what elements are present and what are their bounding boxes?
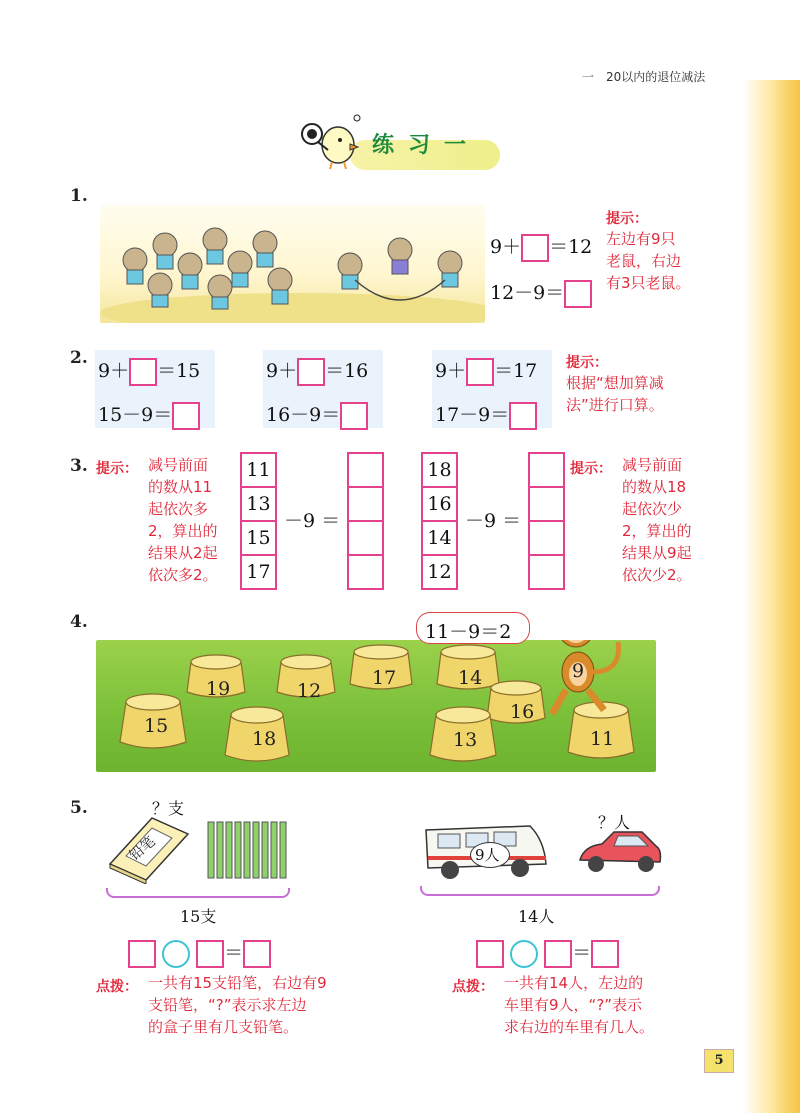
question-2-number: 2. xyxy=(70,348,88,368)
q5-left-equation xyxy=(128,938,271,968)
q5-right-hint-label: 点拨： xyxy=(452,979,494,995)
q3-right-hint-line: 起依次少 xyxy=(622,500,683,518)
q3-right-hint-label: 提示： xyxy=(570,461,612,477)
q2-g3-sub-left: 17－9＝ xyxy=(435,404,510,426)
stump-number: 11 xyxy=(590,728,615,750)
q1-hint xyxy=(606,228,691,294)
q2-hint-line: 根据“想加算减 xyxy=(566,374,664,392)
q3-right-answer-box[interactable] xyxy=(528,554,565,590)
page-edge-decoration xyxy=(754,80,800,1113)
q5-left-total: 15支 xyxy=(180,907,217,926)
q3-left-number-cell: 11 xyxy=(240,452,277,488)
question-4-number: 4. xyxy=(70,612,88,632)
q2-g1-sub-box[interactable] xyxy=(172,402,200,430)
stump-number: 15 xyxy=(144,715,169,737)
q1-hint-line: 老鼠，右边 xyxy=(606,252,682,270)
q2-g2-add-box[interactable] xyxy=(297,358,325,386)
q3-left-answer-box[interactable] xyxy=(347,486,384,522)
q3-right-answer-box[interactable] xyxy=(528,486,565,522)
q5-right-equation xyxy=(476,938,619,968)
q5-left-box-2[interactable] xyxy=(196,940,224,968)
chapter-header: 一 20以内的退位减法 xyxy=(582,70,706,84)
q3-right-hint-line: 结果从9起 xyxy=(622,544,692,562)
left-group-brace xyxy=(106,888,290,898)
pencils-icon xyxy=(206,818,292,884)
q1-eq2-answer-box[interactable] xyxy=(564,280,592,308)
bus-label: 9人 xyxy=(475,846,500,864)
q1-hint-label: 提示： xyxy=(606,211,648,227)
q2-g3-add xyxy=(435,356,537,386)
monkey-number: 9 xyxy=(572,660,585,682)
monkey-icon xyxy=(536,640,626,730)
q3-left-hint-line: 结果从2起 xyxy=(148,544,218,562)
q1-eq1-answer-box[interactable] xyxy=(521,234,549,262)
q2-hint-label: 提示： xyxy=(566,355,608,371)
q3-left-hint-line: 减号前面 xyxy=(148,456,209,474)
q5-right-total: 14人 xyxy=(518,907,555,926)
stump-number: 19 xyxy=(206,678,231,700)
question-5-number: 5. xyxy=(70,798,88,818)
q5-right-hint-line: 车里有9人，“?”表示 xyxy=(504,996,643,1014)
q1-eq1-right: ＝12 xyxy=(549,236,593,258)
q5-right-result-box[interactable] xyxy=(591,940,619,968)
q5-right-equals: ＝ xyxy=(572,942,592,964)
q2-g1-add-right: ＝15 xyxy=(157,360,201,382)
q2-g1-sub xyxy=(98,400,200,430)
q5-left-hint-line: 的盒子里有几支铅笔。 xyxy=(148,1018,299,1036)
q1-eq2-left: 12－9＝ xyxy=(490,282,565,304)
q3-right-answer-box[interactable] xyxy=(528,452,565,488)
stump-number: 14 xyxy=(458,667,483,689)
mice-illustration xyxy=(100,205,485,323)
q3-operator-1: －9 ＝ xyxy=(284,510,341,532)
q3-left-hint-line: 依次多2。 xyxy=(148,566,218,584)
q2-g3-add-left: 9＋ xyxy=(435,360,467,382)
stump-number: 13 xyxy=(453,729,478,751)
page-title: 练习一 xyxy=(372,133,481,158)
q3-right-number-cell: 16 xyxy=(421,486,458,522)
q3-right-hint-line: 依次少2。 xyxy=(622,566,692,584)
q3-right-number-cell: 18 xyxy=(421,452,458,488)
q3-right-number-cell: 14 xyxy=(421,520,458,556)
q5-left-equals: ＝ xyxy=(224,942,244,964)
q1-hint-line: 有3只老鼠。 xyxy=(606,274,691,292)
stump-number: 12 xyxy=(297,680,322,702)
speech-equation: 11－9＝2 xyxy=(425,621,512,643)
question-1-number: 1. xyxy=(70,186,88,206)
q3-left-hint-label: 提示： xyxy=(96,461,138,477)
q5-left-hint xyxy=(148,972,327,1038)
q2-g1-add-box[interactable] xyxy=(129,358,157,386)
q5-right-operator-circle[interactable] xyxy=(510,940,538,968)
q3-left-answer-box[interactable] xyxy=(347,452,384,488)
q3-right-answer-box[interactable] xyxy=(528,520,565,556)
q3-left-hint-line: 的数从11 xyxy=(148,478,213,496)
q3-left-number-cell: 13 xyxy=(240,486,277,522)
q5-left-question-label: ？支 xyxy=(152,799,185,818)
q3-left-hint xyxy=(148,454,218,586)
q3-operator-2: －9 ＝ xyxy=(465,510,522,532)
q5-left-operator-circle[interactable] xyxy=(162,940,190,968)
q5-left-hint-line: 支铅笔，“?”表示求左边 xyxy=(148,996,307,1014)
car-icon xyxy=(576,828,664,876)
q2-g2-sub xyxy=(266,400,368,430)
right-group-brace xyxy=(420,886,660,896)
q2-g2-sub-box[interactable] xyxy=(340,402,368,430)
q2-hint xyxy=(566,372,664,416)
q2-hint-line: 法”进行口算。 xyxy=(566,396,664,414)
q1-eq1-left: 9＋ xyxy=(490,236,522,258)
q3-right-hint-line: 减号前面 xyxy=(622,456,683,474)
q5-right-hint xyxy=(504,972,654,1038)
q3-right-hint-line: 的数从18 xyxy=(622,478,687,496)
q3-left-number-cell: 15 xyxy=(240,520,277,556)
q2-g3-sub-box[interactable] xyxy=(509,402,537,430)
q3-left-hint-line: 2，算出的 xyxy=(148,522,218,540)
q2-g3-add-right: ＝17 xyxy=(494,360,538,382)
question-3-number: 3. xyxy=(70,456,88,476)
q3-right-number-cell: 12 xyxy=(421,554,458,590)
q2-g2-sub-left: 16－9＝ xyxy=(266,404,341,426)
q5-left-box-1[interactable] xyxy=(128,940,156,968)
q3-left-answer-box[interactable] xyxy=(347,520,384,556)
q5-right-box-1[interactable] xyxy=(476,940,504,968)
q5-left-hint-line: 一共有15支铅笔，右边有9 xyxy=(148,974,327,992)
q3-left-answer-box[interactable] xyxy=(347,554,384,590)
chick-icon xyxy=(292,112,362,170)
q2-g1-add xyxy=(98,356,200,386)
q3-left-number-cell: 17 xyxy=(240,554,277,590)
q3-right-hint-line: 2，算出的 xyxy=(622,522,692,540)
q5-right-question-label: ？人 xyxy=(598,813,631,832)
q2-g3-sub xyxy=(435,400,537,430)
q1-equation-2 xyxy=(490,278,592,308)
q1-hint-line: 左边有9只 xyxy=(606,230,676,248)
page-number: 5 xyxy=(704,1049,734,1073)
stump-number: 18 xyxy=(252,728,277,750)
stump-number: 16 xyxy=(510,701,535,723)
pencil-box-label: 铅笔 xyxy=(126,833,159,864)
q3-left-hint-line: 起依次多 xyxy=(148,500,209,518)
q2-g3-add-box[interactable] xyxy=(466,358,494,386)
q2-g2-add xyxy=(266,356,368,386)
q5-left-hint-label: 点拨： xyxy=(96,979,138,995)
q5-left-result-box[interactable] xyxy=(243,940,271,968)
q2-g1-sub-left: 15－9＝ xyxy=(98,404,173,426)
stump-number: 17 xyxy=(372,667,397,689)
q2-g2-add-right: ＝16 xyxy=(325,360,369,382)
q5-right-box-2[interactable] xyxy=(544,940,572,968)
q2-g1-add-left: 9＋ xyxy=(98,360,130,382)
q5-right-hint-line: 求右边的车里有几人。 xyxy=(504,1018,655,1036)
q2-g2-add-left: 9＋ xyxy=(266,360,298,382)
q5-right-hint-line: 一共有14人，左边的 xyxy=(504,974,644,992)
q1-equation-1 xyxy=(490,232,592,262)
q3-right-hint xyxy=(622,454,692,586)
